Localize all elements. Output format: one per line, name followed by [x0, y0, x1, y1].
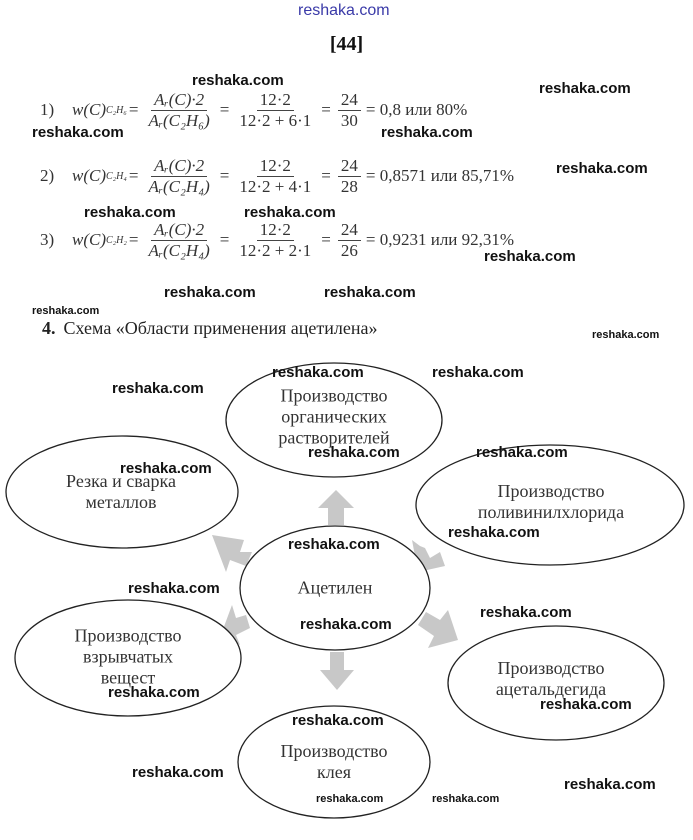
watermark: reshaka.com: [292, 712, 384, 729]
node-glue-label: Производство клея: [280, 741, 388, 782]
formula-fraction: $\frac{24}{26}$: [338, 220, 361, 261]
node-center-label: Ацетилен: [297, 577, 373, 598]
node-solvents-label: Производство органических растворителей: [278, 385, 390, 448]
node-explosives-label: Производство взрывчатых вещест: [74, 625, 182, 688]
watermark: reshaka.com: [32, 124, 124, 141]
formula-fraction: $\frac{\text{Aᵣ(C)·2}}{\text{Aᵣ(C₂H₄)}}$: [148, 155, 210, 196]
formula-result: = 0,8 или 80%: [365, 100, 468, 119]
watermark: reshaka.com: [324, 284, 416, 301]
formula-lhs: w(C): [72, 166, 106, 185]
watermark: reshaka.com: [592, 329, 660, 341]
watermark: reshaka.com: [164, 284, 256, 301]
formula-index: 2): [40, 166, 55, 185]
watermark: reshaka.com: [84, 204, 176, 221]
formula-index: 3): [40, 230, 55, 249]
formula-lhs-sub: C₂H₆: [106, 104, 127, 116]
watermark: reshaka.com: [480, 604, 572, 621]
page-number: [44]: [329, 33, 364, 55]
formula-row-1: 1) w(C) C₂H₆ = $\frac{\text{Aᵣ(C)·2}}{\text{Aᵣ(C₂H₆)}}$ = $\frac{12\cdot 2}{12\cdot 2 + 6\cdot 1}$ = $\frac{24}{30}$ = 0,8 или 80%: [40, 89, 468, 130]
node-acetaldehyde-label: Производство ацетальдегида: [495, 658, 607, 699]
watermark: reshaka.com: [539, 80, 631, 97]
formula-fraction: $\frac{\text{Aᵣ(C)·2}}{\text{Aᵣ(C₂H₄)}}$: [148, 219, 210, 260]
watermark: reshaka.com: [32, 305, 100, 317]
formula-fraction: $\frac{12\cdot 2}{12\cdot 2 + 2\cdot 1}$: [239, 219, 312, 260]
arrow-lower-right: [418, 610, 458, 648]
formula-index: 1): [40, 100, 55, 119]
node-welding-label: Резка и сварка металлов: [66, 471, 176, 512]
node-pvc-label: Производство поливинилхлорида: [477, 481, 625, 522]
watermark: reshaka.com: [476, 444, 568, 461]
watermark: reshaka.com: [564, 776, 656, 793]
watermark: reshaka.com: [244, 204, 336, 221]
site-header-link[interactable]: reshaka.com: [298, 2, 390, 19]
formula-lhs-sub: C₂H₂: [106, 234, 127, 246]
section-title-text: Схема «Области применения ацетилена»: [63, 318, 378, 338]
formula-lhs: w(C): [72, 230, 106, 249]
arrow-down: [320, 652, 354, 690]
formula-fraction: $\frac{12\cdot 2}{12\cdot 2 + 6\cdot 1}$: [239, 89, 312, 130]
watermark: reshaka.com: [316, 793, 384, 805]
formula-fraction: $\frac{24}{30}$: [338, 90, 361, 131]
formula-result: = 0,8571 или 85,71%: [365, 166, 515, 185]
watermark: reshaka.com: [308, 444, 400, 461]
formula-result: = 0,9231 или 92,31%: [365, 230, 515, 249]
watermark: reshaka.com: [272, 364, 364, 381]
arrow-up: [318, 490, 354, 525]
watermark: reshaka.com: [300, 616, 392, 633]
watermark: reshaka.com: [288, 536, 380, 553]
formula-lhs: w(C): [72, 100, 106, 119]
formula-lhs-sub: C₂H₄: [106, 170, 127, 182]
formula-fraction: $\frac{\text{Aᵣ(C)·2}}{\text{Aᵣ(C₂H₆)}}$: [148, 89, 210, 130]
watermark: reshaka.com: [192, 72, 284, 89]
formula-row-2: 2) w(C) C₂H₄ = $\frac{\text{Aᵣ(C)·2}}{\text{Aᵣ(C₂H₄)}}$ = $\frac{12\cdot 2}{12\cdot 2 + 4\cdot 1}$ = $\frac{24}{28}$ = 0,8571 или 85,71%: [40, 155, 515, 196]
formula-fraction: $\frac{12\cdot 2}{12\cdot 2 + 4\cdot 1}$: [239, 155, 312, 196]
formula-row-3: 3) w(C) C₂H₂ = $\frac{\text{Aᵣ(C)·2}}{\text{Aᵣ(C₂H₄)}}$ = $\frac{12\cdot 2}{12\cdot 2 + 2\cdot 1}$ = $\frac{24}{26}$ = 0,9231 или 92,31%: [40, 219, 515, 260]
formula-fraction: $\frac{24}{28}$: [338, 156, 361, 197]
watermark: reshaka.com: [120, 460, 212, 477]
watermark: reshaka.com: [381, 124, 473, 141]
section-number: 4.: [42, 318, 56, 338]
watermark: reshaka.com: [484, 248, 576, 265]
watermark: reshaka.com: [112, 380, 204, 397]
watermark: reshaka.com: [108, 684, 200, 701]
watermark: reshaka.com: [128, 580, 220, 597]
watermark: reshaka.com: [540, 696, 632, 713]
watermark: reshaka.com: [432, 364, 524, 381]
watermark: reshaka.com: [432, 793, 500, 805]
watermark: reshaka.com: [556, 160, 648, 177]
watermark: reshaka.com: [448, 524, 540, 541]
watermark: reshaka.com: [132, 764, 224, 781]
